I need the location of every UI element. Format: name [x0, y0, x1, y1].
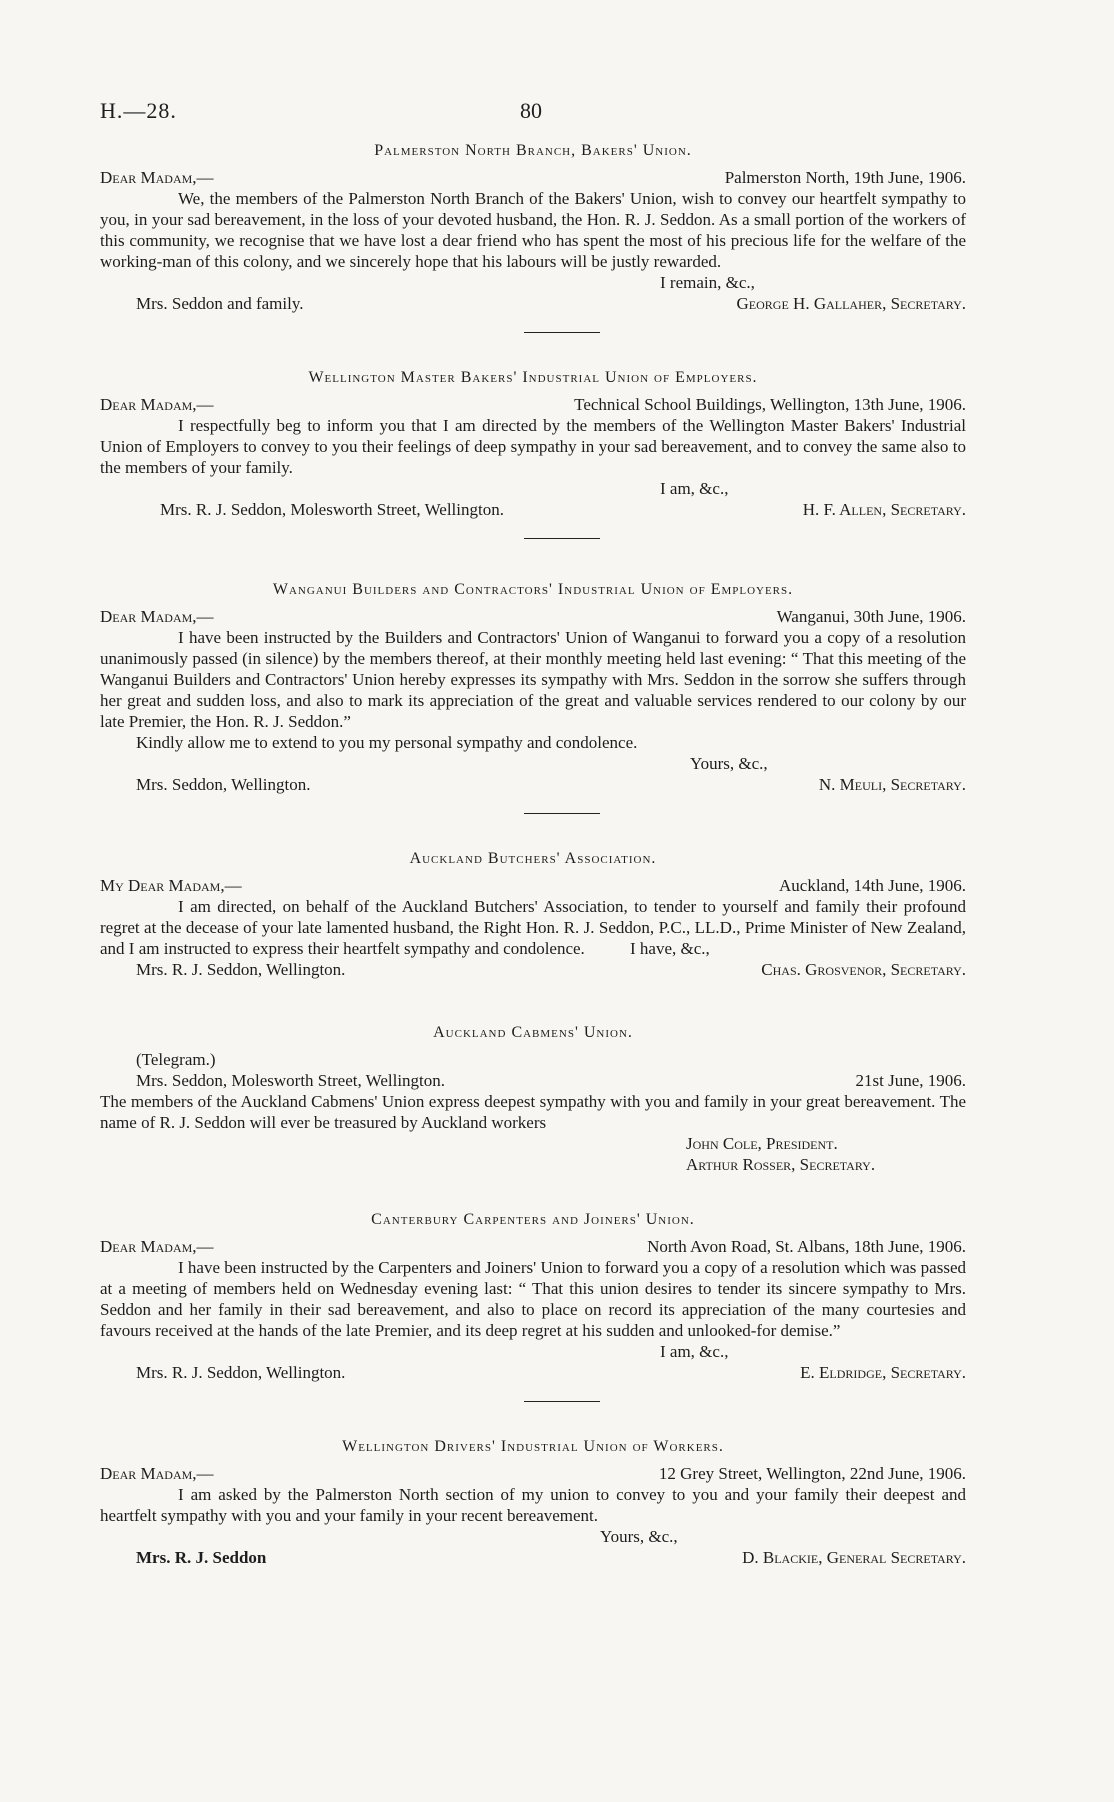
signature: John Cole, President. [686, 1134, 838, 1153]
page-number: 80 [520, 98, 542, 123]
closing: Yours, &c., [600, 1527, 678, 1546]
salutation: Dear Madam,— [100, 395, 214, 414]
addressee: Mrs. Seddon and family. [136, 294, 304, 313]
signature: George H. Gallaher, Secretary. [736, 294, 966, 313]
letter-body: We, the members of the Palmerston North Branch of the Bakers' Union, wish to convey our heartfelt sympathy to you, in your sad bereavement, in the loss of your devoted husband, the Hon. R. J. Seddon. As a small portion of the workers of this community, we recognise that we have lost a dear friend who has spent the most of his precious life for the welfare of the working-man of this colony, and we sincerely hope that his labours will be justly rewarded. [100, 189, 966, 271]
letter-auckland-cabmens [100, 1022, 966, 1175]
section-divider [524, 332, 600, 333]
section-divider [524, 538, 600, 539]
signature: Chas. Grosvenor, Secretary. [761, 960, 966, 979]
closing: Yours, &c., [690, 754, 768, 773]
addressee: Mrs. R. J. Seddon, Wellington. [136, 1363, 346, 1382]
letter-canterbury-carpenters [100, 1209, 966, 1383]
salutation: Dear Madam,— [100, 168, 214, 187]
telegram-label: (Telegram.) [136, 1050, 216, 1069]
addressee: Mrs. R. J. Seddon, Molesworth Street, Wellington. [160, 500, 504, 519]
letter-wellington-drivers [100, 1436, 966, 1568]
letter-body: I have been instructed by the Carpenters and Joiners' Union to forward you a copy of a resolution which was passed at a meeting of members held on Wednesday evening last: “ That this union desires to tender its sincere sympathy to Mrs. Seddon and her family in their sad bereavement, and also to place on record its appreciation of the many courtesies and favours received at the hands of the late Premier, and its deep regret at his sudden and unlooked-for demise.” [100, 1258, 966, 1340]
document-code: H.—28. [100, 98, 177, 123]
letter-body: I am asked by the Palmerston North section of my union to convey to you and your family their deepest and heartfelt sympathy with you and your family in your recent bereavement. [100, 1485, 966, 1525]
letter-title: Canterbury Carpenters and Joiners' Union. [371, 1211, 695, 1228]
letter-body: I have been instructed by the Builders and Contractors' Union of Wanganui to forward you a copy of a resolution unanimously passed (in silence) by the members thereof, at their monthly meeting held last evening: “ That this meeting of the Wanganui Builders and Contractors' Union hereby expresses its sympathy with Mrs. Seddon in the sorrow she suffers through her great and sudden loss, and also to mark its appreciation of the great and valuable services rendered to our colony by our late Premier, the Hon. R. J. Seddon.” [100, 628, 966, 731]
salutation: Dear Madam,— [100, 1464, 214, 1483]
letter-body: I am directed, on behalf of the Auckland Butchers' Association, to tender to yourself and family their profound regret at the decease of your late lamented husband, the Right Hon. R. J. Seddon, P.C., LL.D., Prime Minister of New Zealand, and I am instructed to express their heartfelt sympathy and condolence. [100, 897, 966, 958]
dateline: 12 Grey Street, Wellington, 22nd June, 1906. [658, 1464, 966, 1483]
letter-body: The members of the Auckland Cabmens' Union express deepest sympathy with you and family in your great bereavement. The name of R. J. Seddon will ever be treasured by Auckland workers [100, 1092, 966, 1132]
salutation: My Dear Madam,— [100, 876, 242, 895]
dateline: Palmerston North, 19th June, 1906. [724, 168, 966, 187]
dateline: Technical School Buildings, Wellington, 13th June, 1906. [574, 395, 966, 414]
dateline: Auckland, 14th June, 1906. [779, 876, 966, 895]
dateline: Wanganui, 30th June, 1906. [776, 607, 966, 626]
signature: D. Blackie, General Secretary. [742, 1548, 966, 1567]
letter-palmerston-bakers [100, 140, 966, 314]
letter-title: Palmerston North Branch, Bakers' Union. [374, 142, 692, 159]
addressee: Mrs. Seddon, Wellington. [136, 775, 311, 794]
salutation: Dear Madam,— [100, 607, 214, 626]
dateline: North Avon Road, St. Albans, 18th June, 1906. [647, 1237, 966, 1256]
closing: I have, &c., [630, 939, 710, 958]
letter-title: Wellington Master Bakers' Industrial Union of Employers. [308, 369, 758, 386]
addressee: Mrs. Seddon, Molesworth Street, Wellington. [136, 1071, 446, 1090]
closing: I remain, &c., [660, 273, 755, 292]
page-header [100, 100, 1024, 140]
closing: I am, &c., [660, 479, 729, 498]
section-divider [524, 813, 600, 814]
letter-auckland-butchers [100, 848, 966, 980]
signature-secondary: Arthur Rosser, Secretary. [686, 1155, 876, 1174]
signature: N. Meuli, Secretary. [818, 775, 966, 794]
letter-body: I respectfully beg to inform you that I am directed by the members of the Wellington Master Bakers' Industrial Union of Employers to convey to you their feelings of deep sympathy in your sad bereavement, and to convey the same also to the members of your family. [100, 416, 966, 477]
letter-title: Wellington Drivers' Industrial Union of Workers. [342, 1438, 724, 1455]
letter-title: Auckland Cabmens' Union. [433, 1024, 633, 1041]
dateline: 21st June, 1906. [855, 1071, 966, 1090]
salutation: Dear Madam,— [100, 1237, 214, 1256]
section-divider [524, 1401, 600, 1402]
signature: H. F. Allen, Secretary. [802, 500, 966, 519]
addressee: Mrs. R. J. Seddon [136, 1548, 267, 1567]
letter-wellington-master-bakers [100, 367, 966, 520]
letter-body-extra: Kindly allow me to extend to you my personal sympathy and condolence. [136, 733, 638, 752]
addressee: Mrs. R. J. Seddon, Wellington. [136, 960, 346, 979]
letter-title: Auckland Butchers' Association. [409, 850, 657, 867]
letter-title: Wanganui Builders and Contractors' Industrial Union of Employers. [272, 581, 794, 598]
signature: E. Eldridge, Secretary. [800, 1363, 966, 1382]
closing: I am, &c., [660, 1342, 729, 1361]
letter-wanganui-builders [100, 579, 966, 795]
